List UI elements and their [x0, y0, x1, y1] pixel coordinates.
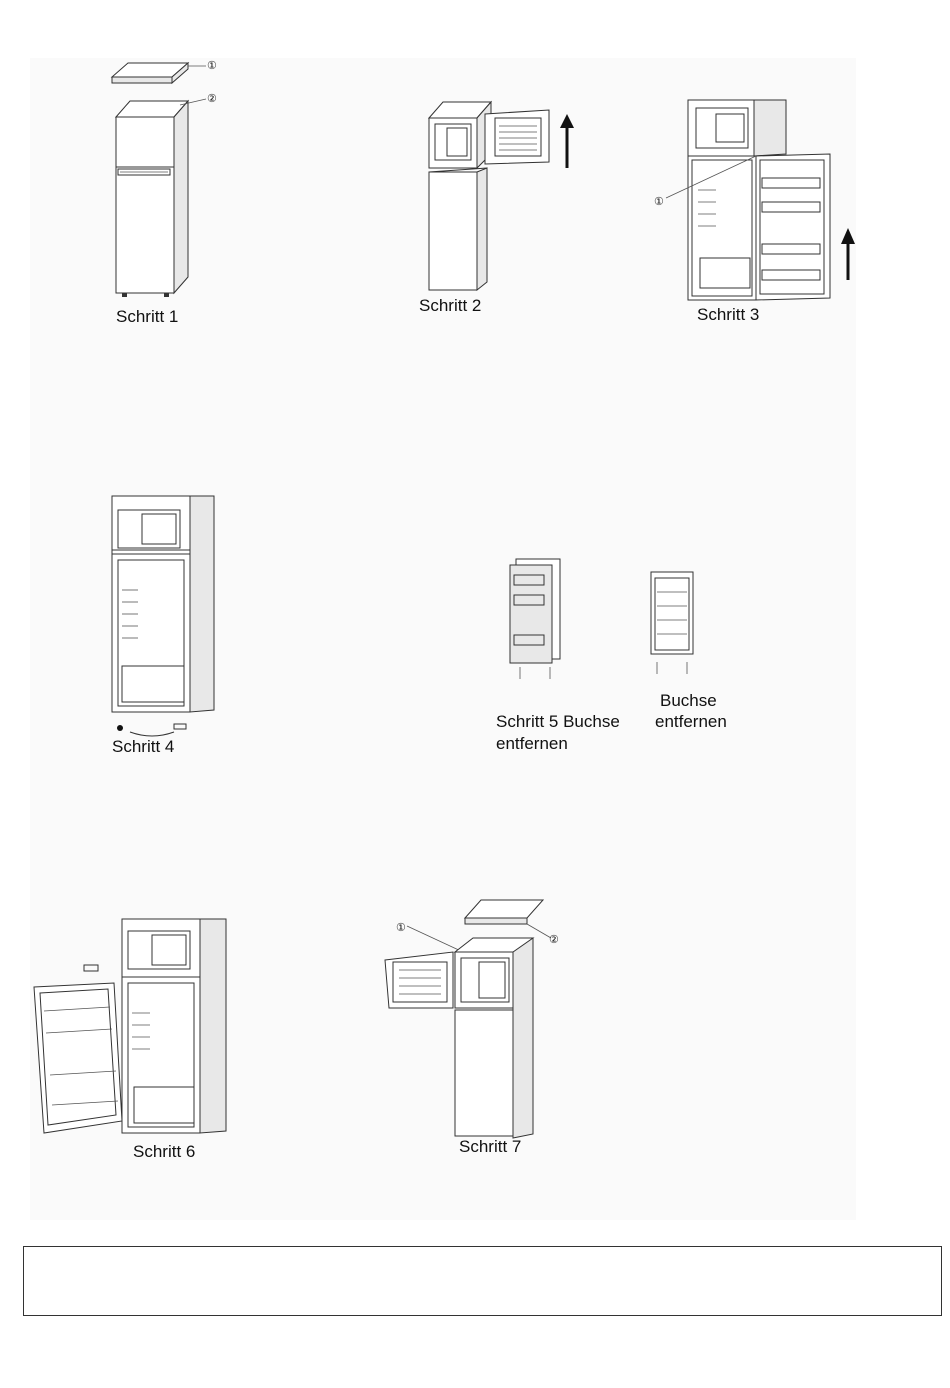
note-box [23, 1246, 942, 1316]
step7-label: Schritt 7 [459, 1137, 522, 1156]
bushing-door-illustration [645, 570, 705, 680]
step2-fridge-illustration [425, 96, 585, 296]
callout-2-step7: ② [549, 934, 559, 946]
bushing-label-line1: Buchse [660, 691, 717, 710]
bushing-label-line2: entfernen [655, 712, 727, 731]
step3-label: Schritt 3 [697, 305, 760, 324]
step4-label: Schritt 4 [112, 737, 175, 756]
step2-label: Schritt 2 [419, 296, 482, 315]
callout-1-step7: ① [396, 922, 406, 934]
step5-label-line1: Schritt 5 Buchse [496, 712, 620, 731]
step6-label: Schritt 6 [133, 1142, 196, 1161]
step5-door-illustration [500, 555, 570, 685]
step1-label: Schritt 1 [116, 307, 179, 326]
step6-fridge-illustration [30, 915, 240, 1145]
step5-label-line2: entfernen [496, 734, 568, 753]
callout-2-step1: ② [207, 93, 217, 105]
step3-fridge-illustration [640, 98, 870, 308]
callout-1-step3: ① [654, 196, 664, 208]
callout-1-step1: ① [207, 60, 217, 72]
step4-fridge-illustration [108, 494, 228, 744]
step7-fridge-illustration [383, 896, 563, 1136]
